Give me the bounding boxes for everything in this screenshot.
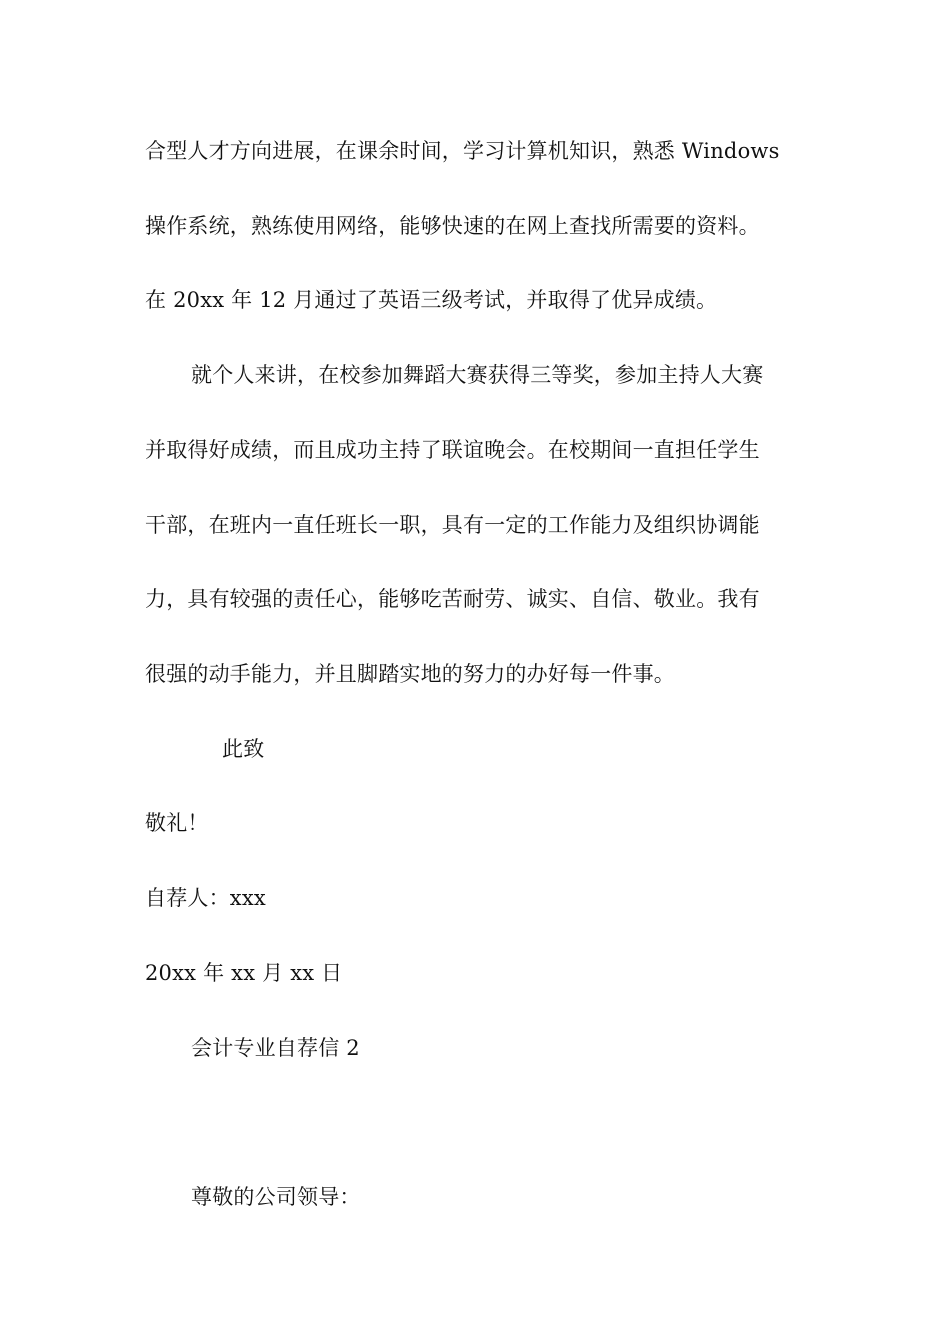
paragraph-line: 很强的动手能力，并且脚踏实地的努力的办好每一件事。 [145,662,675,686]
regards: 敬礼！ [145,811,209,835]
greeting: 尊敬的公司领导： [191,1185,361,1209]
paragraph-line: 合型人才方向进展，在课余时间，学习计算机知识，熟悉 Windows [145,139,780,163]
paragraph-line: 操作系统，熟练使用网络，能够快速的在网上查找所需要的资料。 [145,214,760,238]
paragraph-line: 在 20xx 年 12 月通过了英语三级考试，并取得了优异成绩。 [145,288,718,312]
paragraph-line: 力，具有较强的责任心，能够吃苦耐劳、诚实、自信、敬业。我有 [145,587,760,611]
paragraph-line: 就个人来讲，在校参加舞蹈大赛获得三等奖，参加主持人大赛 [191,363,764,387]
date: 20xx 年 xx 月 xx 日 [145,961,343,985]
next-letter-title: 会计专业自荐信 2 [191,1036,360,1060]
paragraph-line: 干部，在班内一直任班长一职，具有一定的工作能力及组织协调能 [145,513,760,537]
closing-salutation: 此致 [222,737,265,761]
signature: 自荐人：xxx [145,886,266,910]
paragraph-line: 并取得好成绩，而且成功主持了联谊晚会。在校期间一直担任学生 [145,438,760,462]
